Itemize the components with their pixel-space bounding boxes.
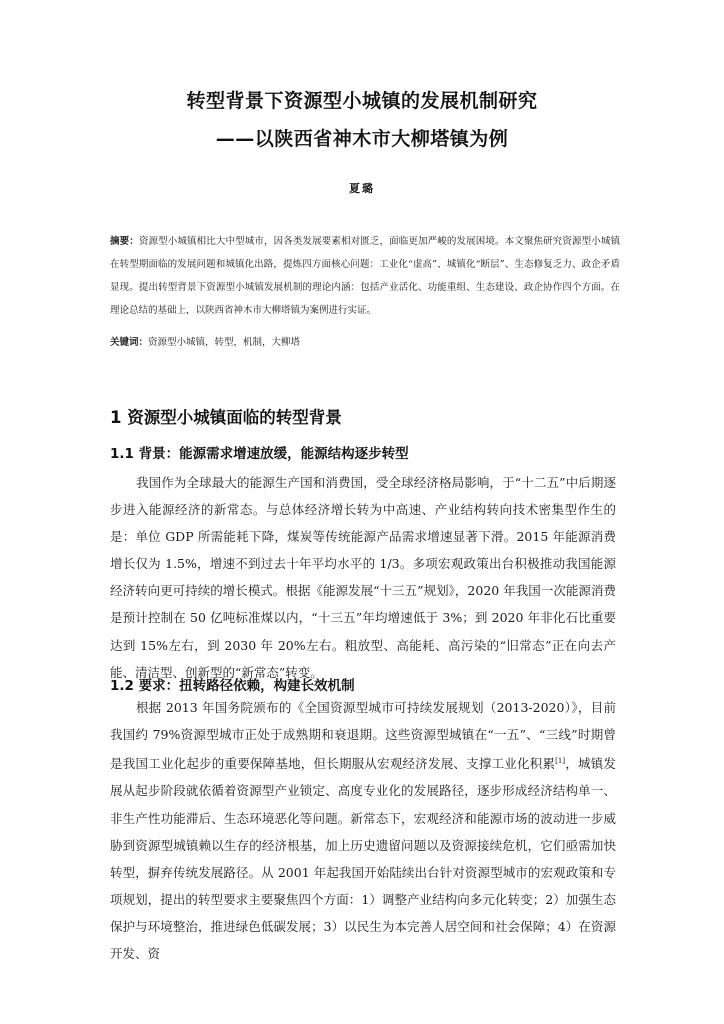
paper-title: 转型背景下资源型小城镇的发展机制研究 (186, 90, 538, 112)
paper-subtitle: ——以陕西省神木市大柳塔镇为例 (215, 128, 509, 150)
paragraph-1-2-part-b: ，城镇发展从起步阶段就依循着资源型产业锁定、高度专业化的发展路径，逐步形成经济结构单一、非生产性功能滞后、生态环境恶化等问题。新常态下，宏观经济和能源市场的波动进一步威胁到资源型城镇赖以生存的经济根基，加上历史遗留问题以及资源接续危机，它们亟需加快转型，摒弃传统发展路径。从 2001 年起我国开始陆续出台针对资源型城市的宏观政策和专项规划，提出的转型要求主要聚焦四个方面：1）调整产业结构向多元化转变；2）加强生态保护与环境整治，推进绿色低碳发展；3）以民生为本完善人居空间和社会保障；4）在资源开发、资 (110, 756, 616, 961)
paragraph-1-1: 我国作为全球最大的能源生产国和消费国，受全球经济格局影响，于“十二五”中后期逐步进入能源经济的新常态。与总体经济增长转为中高速、产业结构转向技术密集型作生的是：单位 GDP 所需能耗下降，煤炭等传统能源产品需求增速显著下滑。2015 年能源消费增长仅为 1.5%，增速不到过去十年平均水平的 1/3。多项宏观政策出台积极推动我国能源经济转向更可持续的增长模式。根据《能源发展“十三五”规划》，2020 年我国一次能源消费是预计控制在 50 亿吨标准煤以内，“十三五”年均增速低于 3%；到 2020 年非化石比重要达到 15%左右，到 2030 年 20%左右。粗放型、高能耗、高污染的“旧常态”正在向去产能、清洁型、创新型的“新常态”转变。 (110, 475, 616, 680)
paragraph-1-2-part-a: 根据 2013 年国务院颁布的《全国资源型城市可持续发展规划（2013-2020）》，目前我国约 79%资源型城市正处于成熟期和衰退期。这些资源型城镇在“一五”、“三线”时期曾是我国工业化起步的重要保障基地，但长期服从宏观经济发展、支撑工业化积累 (110, 700, 616, 772)
abstract-label: 摘要： (110, 236, 139, 247)
subsection-heading-1-1: 1.1 背景：能源需求增速放缓，能源结构逐步转型 (110, 446, 409, 462)
subsection-heading-1-2: 1.2 要求：扭转路径依赖，构建长效机制 (110, 678, 355, 694)
abstract (110, 230, 620, 322)
keywords (110, 336, 620, 350)
citation-ref[interactable]: [1] (555, 757, 566, 766)
author-name: 夏璐 (349, 182, 375, 195)
section-heading-1: 1 资源型小城镇面临的转型背景 (110, 408, 342, 427)
abstract-text: 资源型小城镇相比大中型城市，因各类发展要素相对匮乏，面临更加严峻的发展困境。本文聚焦研究资源型小城镇在转型期面临的发展问题和城镇化出路，提炼四方面核心问题：工业化“虚高”、城镇化“断层”、生态修复乏力、政企矛盾显现。提出转型背景下资源型小城镇发展机制的理论内涵：包括产业活化、功能重组、生态建设、政企协作四个方面。在理论总结的基础上，以陕西省神木市大柳塔镇为案例进行实证。 (110, 236, 620, 316)
keywords-label: 关键词： (110, 337, 149, 348)
keywords-text: 资源型小城镇，转型，机制，大柳塔 (148, 337, 301, 348)
paragraph-1-2 (110, 694, 616, 967)
